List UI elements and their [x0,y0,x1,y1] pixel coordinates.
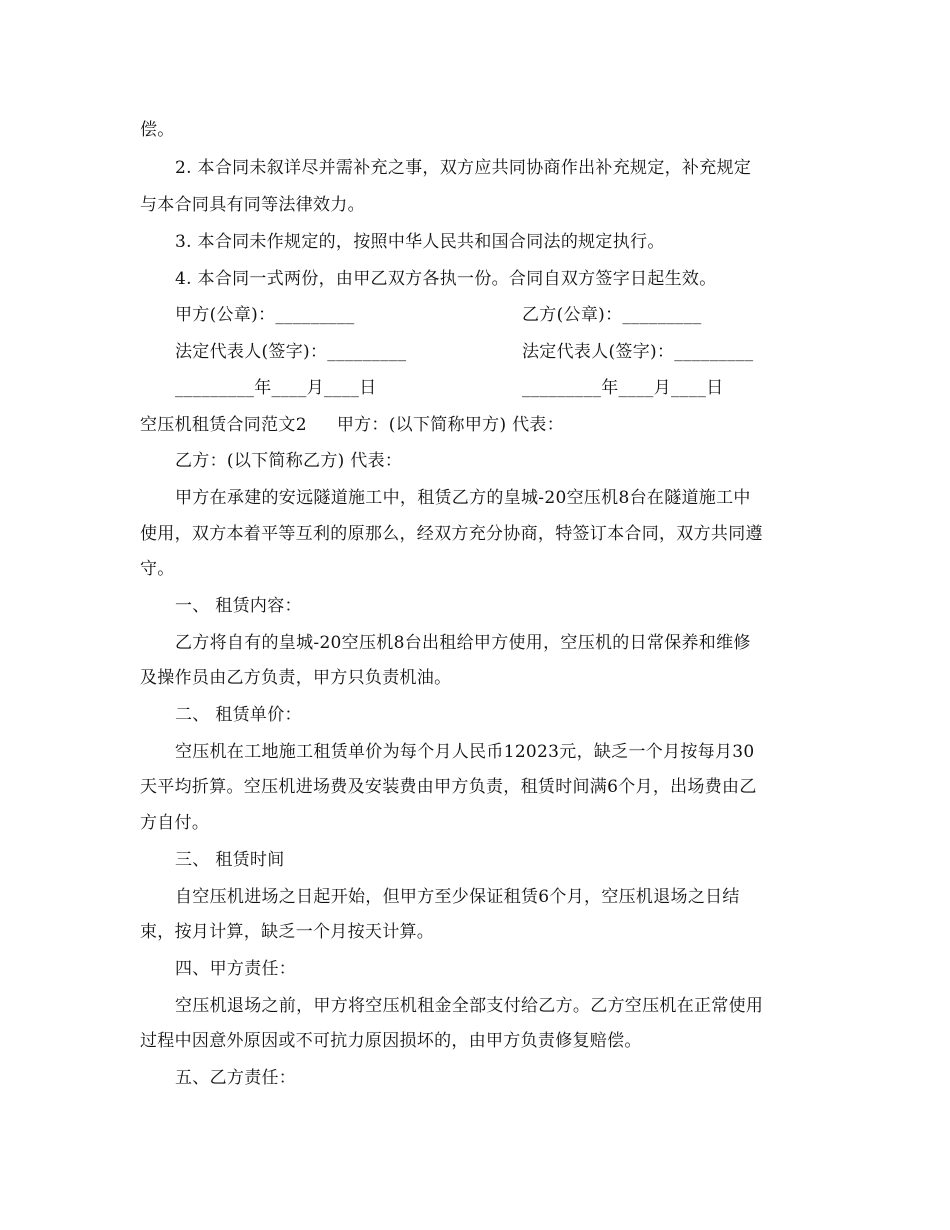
intro-paragraph-line-1: 甲方在承建的安远隧道施工中，租赁乙方的皇城-20空压机8台在隧道施工中 [175,488,751,508]
section-4-line-1: 空压机退场之前，甲方将空压机租金全部支付给乙方。乙方空压机在正常使用 [175,996,764,1016]
section-2-line-1: 空压机在工地施工租赁单价为每个月人民币12023元，缺乏一个月按每月30 [175,742,755,762]
section-heading-3: 三、 租赁时间 [175,850,285,870]
party-a-seal: 甲方(公章)：_________ [175,305,355,325]
paragraph-line: 偿。 [140,120,175,140]
clause-2-line-2: 与本合同具有同等法律效力。 [140,195,365,215]
clause-2-line-1: 2. 本合同未叙详尽并需补充之事，双方应共同协商作出补充规定，补充规定 [175,158,752,178]
section-2-line-2: 天平均折算。空压机进场费及安装费由甲方负责，租赁时间满6个月，出场费由乙 [140,777,757,797]
section-1-line-1: 乙方将自有的皇城-20空压机8台出租给甲方使用，空压机的日常保养和维修 [175,633,751,653]
contract-title: 空压机租赁合同范文2 [140,415,307,435]
section-heading-4: 四、甲方责任： [175,959,297,979]
clause-4: 4. 本合同一式两份，由甲乙双方各执一份。合同自双方签字日起生效。 [175,269,717,289]
section-3-line-2: 束，按月计算，缺乏一个月按天计算。 [140,922,435,942]
party-a-intro: 甲方：(以下简称甲方) 代表： [336,415,564,435]
contract-title-line [140,412,820,438]
section-3-line-1: 自空压机进场之日起开始，但甲方至少保证租赁6个月，空压机退场之日结 [175,887,740,907]
intro-paragraph-line-3: 守。 [140,559,175,579]
party-b-seal: 乙方(公章)：_________ [522,305,702,325]
party-b-intro: 乙方：(以下简称乙方) 代表： [175,451,403,471]
party-b-representative: 法定代表人(签字)：_________ [522,342,754,362]
clause-3: 3. 本合同未作规定的，按照中华人民共和国合同法的规定执行。 [175,232,665,252]
section-heading-1: 一、 租赁内容： [175,596,302,616]
intro-paragraph-line-2: 使用，双方本着平等互利的原那么，经双方充分协商，特签订本合同，双方共同遵 [140,524,763,544]
party-b-date: _________年____月____日 [522,378,724,398]
party-a-representative: 法定代表人(签字)：_________ [175,342,407,362]
section-4-line-2: 过程中因意外原因或不可抗力原因损坏的，由甲方负责修复赔偿。 [140,1031,642,1051]
section-heading-2: 二、 租赁单价： [175,705,302,725]
section-2-line-3: 方自付。 [140,813,210,833]
party-a-date: _________年____月____日 [175,378,377,398]
section-1-line-2: 及操作员由乙方负责，甲方只负责机油。 [140,668,452,688]
section-heading-5: 五、乙方责任： [175,1068,297,1088]
